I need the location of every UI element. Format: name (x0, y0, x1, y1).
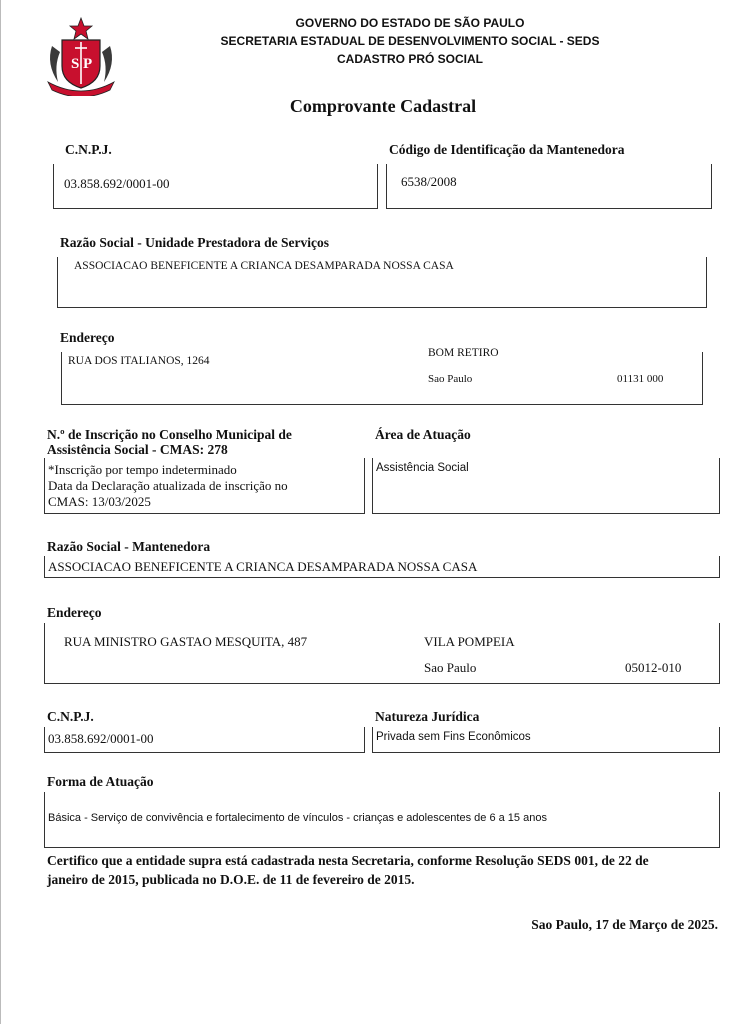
mantenedora-cnpj-label: C.N.P.J. (47, 709, 94, 724)
certificate-line1: Certifico que a entidade supra está cadastrada nesta Secretaria, conforme Resolução SEDS 001, de 22 de (47, 853, 649, 868)
cmas-box (44, 458, 365, 514)
codigo-box (386, 164, 712, 209)
mantenedora-razao-box (44, 556, 720, 578)
mantenedora-cnpj-box (44, 727, 365, 753)
unit-razao-label: Razão Social - Unidade Prestadora de Serviços (60, 235, 329, 250)
unit-endereco-label: Endereço (60, 330, 115, 345)
header-government: GOVERNO DO ESTADO DE SÃO PAULO (295, 16, 525, 30)
natureza-label: Natureza Jurídica (375, 709, 480, 724)
cmas-text-line1: *Inscrição por tempo indeterminado (48, 462, 237, 477)
cmas-label-line1: N.º de Inscrição no Conselho Municipal de (47, 427, 292, 442)
mantenedora-razao-value: ASSOCIACAO BENEFICENTE A CRIANCA DESAMPARADA NOSSA CASA (48, 559, 478, 574)
cmas-text-line2: Data da Declaração atualizada de inscrição no (48, 478, 288, 493)
unit-rua: RUA DOS ITALIANOS, 1264 (68, 355, 210, 367)
area-value: Assistência Social (376, 462, 469, 474)
mantenedora-bairro: VILA POMPEIA (424, 634, 515, 649)
unit-bairro: BOM RETIRO (428, 347, 499, 359)
svg-text:P: P (83, 56, 93, 72)
unit-endereco-box (61, 347, 703, 405)
area-label: Área de Atuação (375, 427, 471, 442)
mantenedora-rua: RUA MINISTRO GASTAO MESQUITA, 487 (64, 634, 308, 649)
forma-box (44, 792, 720, 848)
mantenedora-endereco-box (44, 623, 720, 684)
document-title: Comprovante Cadastral (289, 96, 477, 116)
unit-cnpj-label: C.N.P.J. (65, 142, 112, 157)
unit-cidade: Sao Paulo (428, 373, 473, 385)
header-registry: CADASTRO PRÓ SOCIAL (336, 52, 483, 66)
unit-cep: 01131 000 (617, 373, 664, 385)
mantenedora-cep: 05012-010 (625, 660, 682, 675)
certificate-date: Sao Paulo, 17 de Março de 2025. (531, 917, 718, 932)
certificate-text (47, 851, 723, 889)
codigo-label: Código de Identificação da Mantenedora (389, 142, 625, 157)
svg-text:S: S (71, 56, 80, 72)
mantenedora-razao-label: Razão Social - Mantenedora (47, 539, 211, 554)
cmas-label (47, 427, 292, 457)
unit-razao-box (57, 257, 707, 308)
cmas-text-line3: CMAS: 13/03/2025 (48, 494, 151, 509)
certificate-line2: janeiro de 2015, publicada no D.O.E. de 11 de fevereiro de 2015. (47, 872, 415, 887)
area-box (372, 458, 720, 514)
mantenedora-endereco-label: Endereço (47, 605, 102, 620)
cmas-label-line2: Assistência Social - CMAS: 278 (47, 442, 228, 457)
mantenedora-cnpj-value: 03.858.692/0001-00 (48, 731, 154, 746)
page-left-edge (0, 0, 1, 1024)
unit-razao-value: ASSOCIACAO BENEFICENTE A CRIANCA DESAMPARADA NOSSA CASA (74, 260, 454, 272)
forma-label: Forma de Atuação (47, 774, 154, 789)
natureza-value: Privada sem Fins Econômicos (376, 731, 531, 743)
natureza-box (372, 727, 720, 753)
forma-value: Básica - Serviço de convivência e fortalecimento de vínculos - crianças e adolescentes de 6 a 15 anos (48, 812, 547, 824)
unit-cnpj-box (53, 164, 378, 209)
mantenedora-cidade: Sao Paulo (424, 660, 477, 675)
unit-cnpj-value: 03.858.692/0001-00 (64, 176, 170, 191)
codigo-value: 6538/2008 (401, 174, 457, 189)
sao-paulo-seal-icon (44, 16, 118, 96)
cmas-text (48, 462, 288, 510)
header-secretariat: SECRETARIA ESTADUAL DE DESENVOLVIMENTO SOCIAL - SEDS (220, 34, 600, 48)
